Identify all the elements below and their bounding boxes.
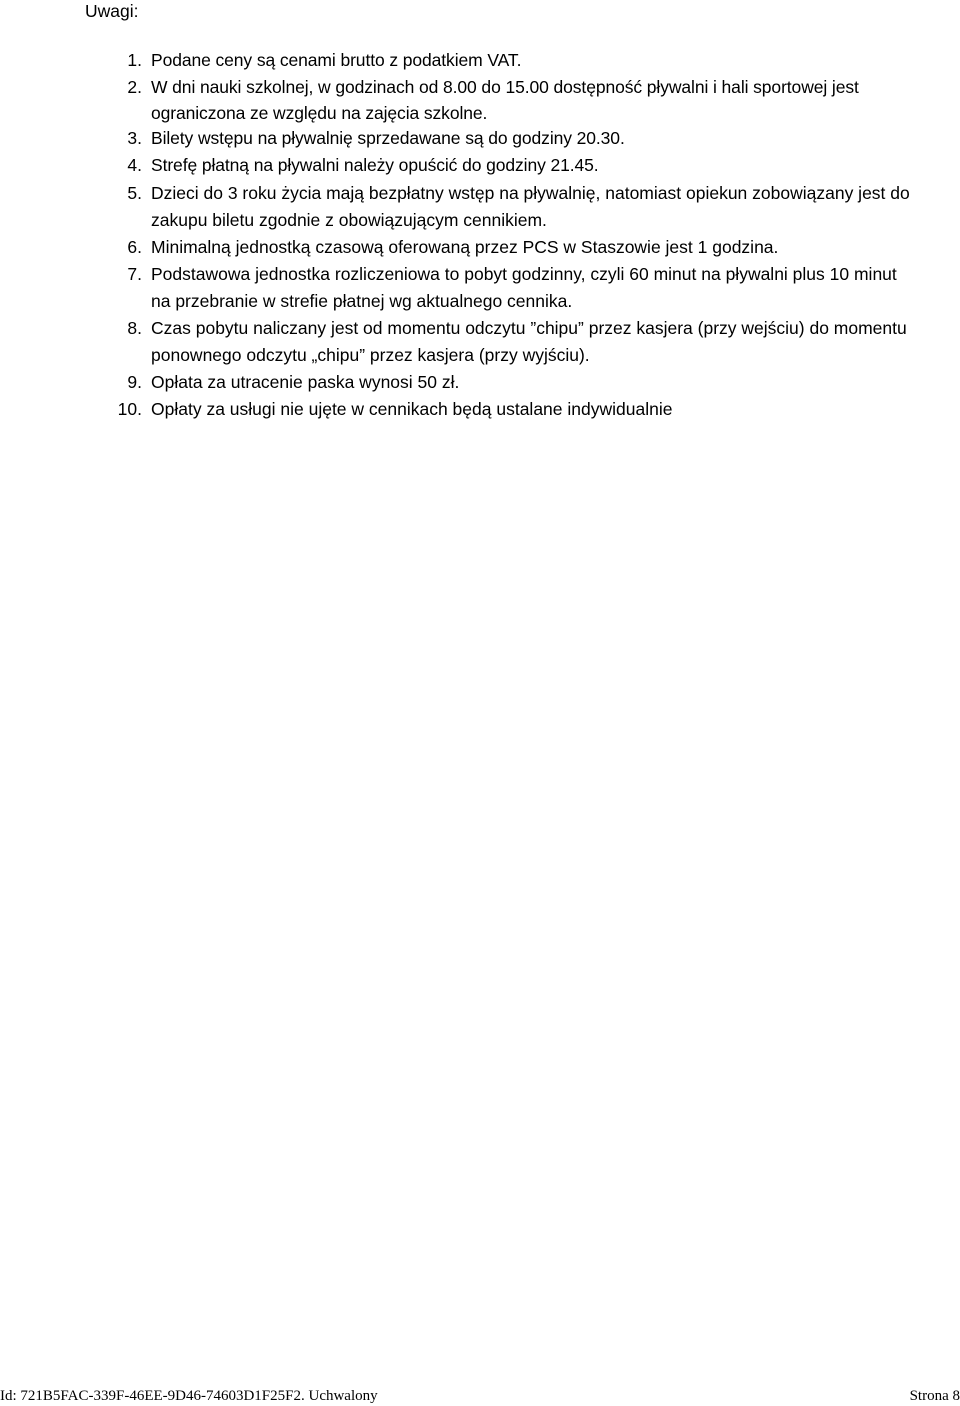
note-number: 5. <box>127 183 142 203</box>
note-item-7 <box>0 261 960 315</box>
note-number: 2. <box>127 77 142 97</box>
note-text: Strefę płatną na pływalni należy opuścić do godziny 21.45. <box>151 155 599 175</box>
note-number: 9. <box>127 372 142 392</box>
document-id: Id: 721B5FAC-339F-46EE-9D46-74603D1F25F2. Uchwalony <box>0 1388 378 1404</box>
note-item-6 <box>0 234 960 261</box>
note-number: 4. <box>127 155 142 175</box>
note-text: Opłaty za usługi nie ujęte w cennikach będą ustalane indywidualnie <box>151 399 673 419</box>
note-text: Podstawowa jednostka rozliczeniowa to pobyt godzinny, czyli 60 minut na pływalni plus 10 minut na przebranie w strefie płatnej wg aktualnego cennika. <box>151 264 897 311</box>
page-number: Strona 8 <box>909 1388 960 1404</box>
note-number: 8. <box>127 318 142 338</box>
section-heading: Uwagi: <box>85 1 139 21</box>
note-text: Bilety wstępu na pływalnię sprzedawane są do godziny 20.30. <box>151 128 625 148</box>
note-text: Minimalną jednostką czasową oferowaną przez PCS w Staszowie jest 1 godzina. <box>151 237 779 257</box>
note-text: Podane ceny są cenami brutto z podatkiem VAT. <box>151 50 522 70</box>
note-number: 6. <box>127 237 142 257</box>
note-text: W dni nauki szkolnej, w godzinach od 8.00 do 15.00 dostępność pływalni i hali sportowej jest ograniczona ze względu na zajęcia szkolne. <box>151 77 859 123</box>
notes-list <box>0 48 960 423</box>
note-text: Opłata za utracenie paska wynosi 50 zł. <box>151 372 460 392</box>
note-item-9 <box>0 369 960 396</box>
note-text: Dzieci do 3 roku życia mają bezpłatny wstęp na pływalnię, natomiast opiekun zobowiązany jest do zakupu biletu zgodnie z obowiązującym cennikiem. <box>151 183 910 230</box>
note-item-4 <box>0 153 960 180</box>
note-number: 3. <box>127 128 142 148</box>
note-item-10 <box>0 396 960 423</box>
note-item-5 <box>0 180 960 234</box>
note-number: 7. <box>127 264 142 284</box>
note-number: 1. <box>127 50 142 70</box>
note-number: 10. <box>117 399 142 419</box>
note-text: Czas pobytu naliczany jest od momentu odczytu ”chipu” przez kasjera (przy wejściu) do momentu ponownego odczytu „chipu” przez kasjera (przy wyjściu). <box>151 318 907 365</box>
note-item-1 <box>0 48 960 75</box>
note-item-2 <box>0 75 960 126</box>
note-item-3 <box>0 126 960 153</box>
note-item-8 <box>0 315 960 369</box>
